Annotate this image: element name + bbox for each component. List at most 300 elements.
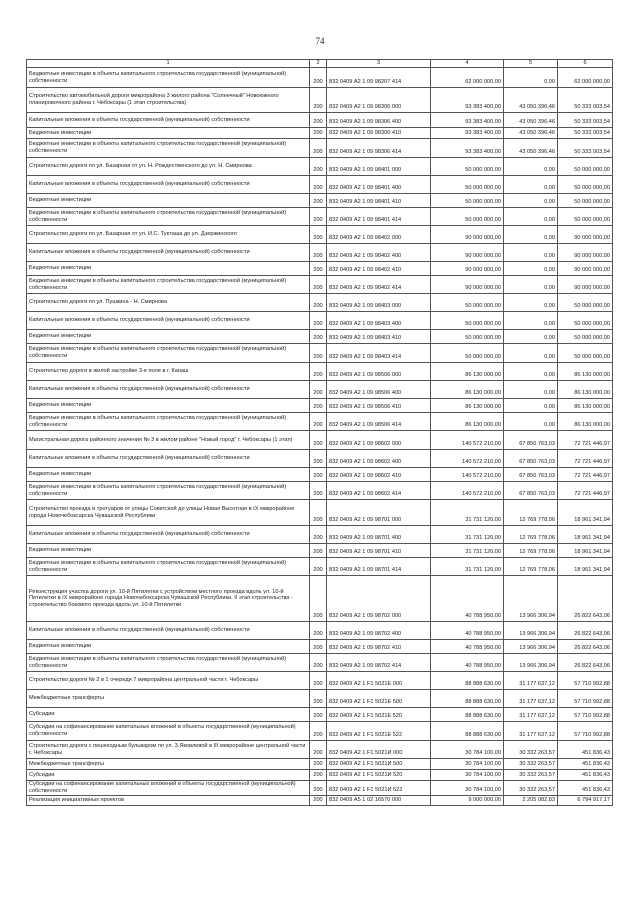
row-planned-amount-cell: 86 130 000,00 [431,363,504,381]
row-classification-code-cell: 832 0409 А2 1 09 98506 400 [327,381,431,399]
row-remaining-amount-cell: 451 836,43 [558,759,613,770]
row-code-cell: 200 [310,708,327,722]
row-remaining-amount-cell: 18 961 341,94 [558,526,613,544]
row-planned-amount-cell: 90 000 000,00 [431,226,504,244]
row-remaining-amount-cell: 72 721 446,97 [558,450,613,468]
row-classification-code-cell: 832 0409 А2 1 09 98702 414 [327,654,431,672]
table-row [27,194,613,208]
row-executed-amount-cell: 0,00 [504,399,558,413]
row-remaining-amount-cell: 451 836,43 [558,741,613,759]
row-remaining-amount-cell: 50 333 003,54 [558,88,613,113]
row-executed-amount-cell: 31 177 637,12 [504,722,558,741]
row-remaining-amount-cell: 26 822 643,06 [558,640,613,654]
table-row [27,450,613,468]
row-classification-code-cell: 832 0409 А2 1 09 98602 414 [327,482,431,500]
table-body [27,68,613,806]
row-name-cell: Капитальные вложения в объекты государственной (муниципальной) собственности [27,244,310,262]
row-executed-amount-cell: 13 966 306,94 [504,654,558,672]
row-name-cell: Бюджетные инвестиции в объекты капитального строительства государственной (муниципальной) собственности [27,482,310,500]
row-name-cell: Реконструкция участка дороги ул. 10-й Пятилетки с устройством местного проезда вдоль ул. 10-й Пятилетки в IX микрорайоне города Новочебоксарска Чувашской Республики. II этап строительства - строительство бокового проезда вдоль ул. 10-й Пятилетки [27,576,310,622]
column-header: 4 [431,60,504,68]
row-classification-code-cell: 832 0409 А2 1 09 98207 414 [327,68,431,88]
row-name-cell: Бюджетные инвестиции в объекты капитального строительства государственной (муниципальной) собственности [27,344,310,363]
row-code-cell: 200 [310,796,327,806]
row-planned-amount-cell: 140 572 210,00 [431,431,504,450]
table-row [27,113,613,128]
row-code-cell: 200 [310,482,327,500]
row-name-cell: Бюджетные инвестиции в объекты капитального строительства государственной (муниципальной) собственности [27,68,310,88]
table-row [27,68,613,88]
row-planned-amount-cell: 88 888 630,00 [431,708,504,722]
table-row [27,672,613,690]
row-code-cell: 200 [310,68,327,88]
row-executed-amount-cell: 43 050 396,46 [504,139,558,158]
row-remaining-amount-cell: 90 000 000,00 [558,276,613,294]
row-executed-amount-cell: 0,00 [504,226,558,244]
table-row [27,482,613,500]
table-row [27,381,613,399]
row-classification-code-cell: 832 0409 А2 1 09 98506 000 [327,363,431,381]
row-executed-amount-cell: 0,00 [504,276,558,294]
row-name-cell: Капитальные вложения в объекты государственной (муниципальной) собственности [27,381,310,399]
row-code-cell: 200 [310,431,327,450]
row-planned-amount-cell: 50 000 000,00 [431,158,504,176]
row-planned-amount-cell: 30 784 100,00 [431,759,504,770]
row-classification-code-cell: 832 0409 А2 1 09 98403 400 [327,312,431,330]
row-classification-code-cell: 832 0409 А2 1 F1 5021E 500 [327,690,431,708]
table-row [27,276,613,294]
table-row [27,468,613,482]
row-executed-amount-cell: 67 850 763,03 [504,431,558,450]
row-code-cell: 200 [310,690,327,708]
row-code-cell: 200 [310,759,327,770]
row-executed-amount-cell: 43 050 396,46 [504,128,558,139]
row-planned-amount-cell: 31 731 120,00 [431,558,504,576]
row-planned-amount-cell: 140 572 210,00 [431,482,504,500]
row-planned-amount-cell: 93 383 400,00 [431,128,504,139]
column-header: 2 [310,60,327,68]
row-executed-amount-cell: 0,00 [504,176,558,194]
row-executed-amount-cell: 0,00 [504,294,558,312]
row-name-cell: Бюджетные инвестиции в объекты капитального строительства государственной (муниципальной) собственности [27,654,310,672]
row-executed-amount-cell: 67 850 763,03 [504,468,558,482]
row-code-cell: 200 [310,654,327,672]
row-planned-amount-cell: 140 572 210,00 [431,450,504,468]
row-code-cell: 200 [310,208,327,226]
row-remaining-amount-cell: 90 000 000,00 [558,262,613,276]
row-executed-amount-cell: 12 769 778,06 [504,544,558,558]
row-name-cell: Строительство дороги по ул. Базарная от ул. И.С. Тукташа до ул. Дзержинского [27,226,310,244]
row-executed-amount-cell: 0,00 [504,244,558,262]
column-header: 3 [327,60,431,68]
row-planned-amount-cell: 140 572 210,00 [431,468,504,482]
row-code-cell: 200 [310,330,327,344]
row-name-cell: Бюджетные инвестиции [27,194,310,208]
row-planned-amount-cell: 50 000 000,00 [431,194,504,208]
row-code-cell: 200 [310,226,327,244]
row-classification-code-cell: 832 0409 А2 1 09 98403 414 [327,344,431,363]
row-classification-code-cell: 832 0409 А2 1 F1 5021E 000 [327,672,431,690]
row-executed-amount-cell: 12 769 778,06 [504,558,558,576]
row-remaining-amount-cell: 26 822 643,06 [558,576,613,622]
row-name-cell: Субсидии [27,770,310,781]
row-classification-code-cell: 832 0409 А2 1 09 98701 000 [327,500,431,526]
row-executed-amount-cell: 12 769 778,06 [504,526,558,544]
row-classification-code-cell: 832 0409 А5 1 02 16570 000 [327,796,431,806]
row-name-cell: Строительство автомобильной дороги микрорайона 3 жилого района "Солнечный" Новоюжного планировочного района г. Чебоксары (1 этап строительства) [27,88,310,113]
row-classification-code-cell: 832 0409 А2 1 09 98306 000 [327,88,431,113]
table-row [27,128,613,139]
row-name-cell: Межбюджетные трансферты [27,759,310,770]
column-header: 1 [27,60,310,68]
row-code-cell: 200 [310,88,327,113]
row-planned-amount-cell: 40 788 950,00 [431,576,504,622]
row-code-cell: 200 [310,622,327,640]
row-code-cell: 200 [310,672,327,690]
row-executed-amount-cell: 0,00 [504,330,558,344]
table-row [27,722,613,741]
table-row [27,759,613,770]
row-code-cell: 200 [310,399,327,413]
row-classification-code-cell: 832 0409 А2 1 09 98702 410 [327,640,431,654]
row-name-cell: Бюджетные инвестиции в объекты капитального строительства государственной (муниципальной) собственности [27,208,310,226]
row-code-cell: 200 [310,276,327,294]
table-row [27,558,613,576]
row-code-cell: 200 [310,139,327,158]
row-name-cell: Бюджетные инвестиции в объекты капитального строительства государственной (муниципальной) собственности [27,276,310,294]
row-name-cell: Магистральная дорога районного значения № 3 в жилом районе "Новый город" г. Чебоксары (1 этап) [27,431,310,450]
row-classification-code-cell: 832 0409 А2 1 09 98701 400 [327,526,431,544]
row-planned-amount-cell: 88 888 630,00 [431,690,504,708]
row-code-cell: 200 [310,468,327,482]
row-name-cell: Межбюджетные трансферты [27,690,310,708]
row-name-cell: Бюджетные инвестиции [27,399,310,413]
row-remaining-amount-cell: 50 000 000,00 [558,158,613,176]
row-executed-amount-cell: 13 966 306,94 [504,622,558,640]
row-classification-code-cell: 832 0409 А2 1 09 98702 400 [327,622,431,640]
row-name-cell: Строительство дороги в жилой застройке 3-е поле в г. Канаш [27,363,310,381]
table-row [27,796,613,806]
row-code-cell: 200 [310,113,327,128]
table-row [27,244,613,262]
row-classification-code-cell: 832 0409 А2 1 09 98401 400 [327,176,431,194]
row-executed-amount-cell: 30 332 263,57 [504,781,558,796]
table-row [27,690,613,708]
table-row [27,312,613,330]
row-remaining-amount-cell: 50 000 000,00 [558,176,613,194]
row-remaining-amount-cell: 18 961 341,94 [558,500,613,526]
row-planned-amount-cell: 50 000 000,00 [431,176,504,194]
row-planned-amount-cell: 62 000 000,00 [431,68,504,88]
row-remaining-amount-cell: 50 333 003,54 [558,113,613,128]
table-row [27,544,613,558]
row-name-cell: Бюджетные инвестиции [27,128,310,139]
table-row [27,262,613,276]
row-classification-code-cell: 832 0409 А2 1 09 98402 400 [327,244,431,262]
column-number-row [27,60,613,68]
row-executed-amount-cell: 0,00 [504,262,558,276]
row-code-cell: 200 [310,558,327,576]
row-classification-code-cell: 832 0409 А2 1 09 98401 414 [327,208,431,226]
row-name-cell: Строительство дороги по ул. Базарная от ул. Н. Рождественского до ул. Н. Смирнова [27,158,310,176]
table-row [27,226,613,244]
row-remaining-amount-cell: 50 333 003,54 [558,139,613,158]
row-remaining-amount-cell: 57 710 992,88 [558,708,613,722]
row-planned-amount-cell: 31 731 120,00 [431,500,504,526]
row-classification-code-cell: 832 0409 А2 1 F1 5021И 000 [327,741,431,759]
page-number: 74 [315,36,325,46]
row-remaining-amount-cell: 50 333 003,54 [558,128,613,139]
row-code-cell: 200 [310,576,327,622]
row-name-cell: Капитальные вложения в объекты государственной (муниципальной) собственности [27,176,310,194]
row-code-cell: 200 [310,244,327,262]
row-code-cell: 200 [310,312,327,330]
row-classification-code-cell: 832 0409 А2 1 F1 5021E 520 [327,708,431,722]
table-row [27,741,613,759]
table-row [27,344,613,363]
row-classification-code-cell: 832 0409 А2 1 09 98602 410 [327,468,431,482]
row-planned-amount-cell: 93 383 400,00 [431,139,504,158]
table-row [27,431,613,450]
row-remaining-amount-cell: 50 000 000,00 [558,208,613,226]
row-remaining-amount-cell: 50 000 000,00 [558,312,613,330]
row-planned-amount-cell: 88 888 630,00 [431,672,504,690]
table-row [27,363,613,381]
row-name-cell: Реализация инициативных проектов [27,796,310,806]
row-classification-code-cell: 832 0409 А2 1 09 98306 410 [327,128,431,139]
row-classification-code-cell: 832 0409 А2 1 09 98306 400 [327,113,431,128]
row-name-cell: Капитальные вложения в объекты государственной (муниципальной) собственности [27,450,310,468]
table-row [27,330,613,344]
row-code-cell: 200 [310,781,327,796]
row-planned-amount-cell: 30 784 100,00 [431,781,504,796]
row-planned-amount-cell: 88 888 630,00 [431,722,504,741]
row-code-cell: 200 [310,450,327,468]
row-classification-code-cell: 832 0409 А2 1 09 98402 410 [327,262,431,276]
row-name-cell: Капитальные вложения в объекты государственной (муниципальной) собственности [27,526,310,544]
row-name-cell: Субсидии на софинансирование капитальных вложений в объекты государственной (муниципальной) собственности [27,722,310,741]
row-classification-code-cell: 832 0409 А2 1 09 98701 414 [327,558,431,576]
row-remaining-amount-cell: 26 822 643,06 [558,654,613,672]
table-row [27,399,613,413]
row-planned-amount-cell: 93 383 400,00 [431,113,504,128]
row-executed-amount-cell: 67 850 763,03 [504,450,558,468]
table-row [27,139,613,158]
row-name-cell: Бюджетные инвестиции в объекты капитального строительства государственной (муниципальной) собственности [27,413,310,431]
row-classification-code-cell: 832 0409 А2 1 09 98701 410 [327,544,431,558]
row-executed-amount-cell: 12 769 778,06 [504,500,558,526]
row-executed-amount-cell: 0,00 [504,208,558,226]
row-executed-amount-cell: 31 177 637,12 [504,690,558,708]
row-code-cell: 200 [310,344,327,363]
row-code-cell: 200 [310,544,327,558]
budget-execution-table [26,59,613,806]
row-remaining-amount-cell: 72 721 446,97 [558,431,613,450]
row-name-cell: Капитальные вложения в объекты государственной (муниципальной) собственности [27,312,310,330]
row-code-cell: 200 [310,722,327,741]
row-classification-code-cell: 832 0409 А2 1 09 98401 000 [327,158,431,176]
row-planned-amount-cell: 30 784 100,00 [431,770,504,781]
row-name-cell: Бюджетные инвестиции в объекты капитального строительства государственной (муниципальной) собственности [27,139,310,158]
row-code-cell: 200 [310,500,327,526]
row-name-cell: Строительство дороги № 2 в 1 очереди 7 микрорайона центральной части г. Чебоксары [27,672,310,690]
row-planned-amount-cell: 86 130 000,00 [431,413,504,431]
row-code-cell: 200 [310,294,327,312]
row-name-cell: Бюджетные инвестиции [27,262,310,276]
row-remaining-amount-cell: 451 836,43 [558,770,613,781]
row-code-cell: 200 [310,413,327,431]
row-planned-amount-cell: 86 130 000,00 [431,381,504,399]
row-name-cell: Субсидии [27,708,310,722]
row-executed-amount-cell: 13 966 306,94 [504,640,558,654]
row-planned-amount-cell: 40 788 950,00 [431,640,504,654]
row-executed-amount-cell: 43 050 396,46 [504,113,558,128]
row-classification-code-cell: 832 0409 А2 1 09 98403 000 [327,294,431,312]
row-classification-code-cell: 832 0409 А2 1 09 98306 414 [327,139,431,158]
row-name-cell: Строительство дороги по ул. Пушкина - Н. Смирнова [27,294,310,312]
row-remaining-amount-cell: 72 721 446,97 [558,468,613,482]
row-planned-amount-cell: 50 000 000,00 [431,208,504,226]
table-row [27,640,613,654]
row-classification-code-cell: 832 0409 А2 1 09 98506 410 [327,399,431,413]
row-remaining-amount-cell: 50 000 000,00 [558,344,613,363]
row-remaining-amount-cell: 86 130 000,00 [558,413,613,431]
table-row [27,654,613,672]
row-executed-amount-cell: 0,00 [504,413,558,431]
row-planned-amount-cell: 50 000 000,00 [431,312,504,330]
row-executed-amount-cell: 30 332 263,57 [504,759,558,770]
row-name-cell: Бюджетные инвестиции [27,544,310,558]
row-remaining-amount-cell: 86 130 000,00 [558,363,613,381]
row-remaining-amount-cell: 451 836,43 [558,781,613,796]
row-name-cell: Капитальные вложения в объекты государственной (муниципальной) собственности [27,622,310,640]
row-remaining-amount-cell: 50 000 000,00 [558,194,613,208]
row-classification-code-cell: 832 0409 А2 1 F1 5021И 520 [327,770,431,781]
row-classification-code-cell: 832 0409 А2 1 09 98602 400 [327,450,431,468]
row-code-cell: 200 [310,381,327,399]
row-remaining-amount-cell: 62 000 000,00 [558,68,613,88]
row-executed-amount-cell: 43 050 396,46 [504,88,558,113]
table-row [27,208,613,226]
row-name-cell: Бюджетные инвестиции [27,468,310,482]
row-planned-amount-cell: 90 000 000,00 [431,276,504,294]
table-row [27,294,613,312]
row-planned-amount-cell: 90 000 000,00 [431,262,504,276]
row-planned-amount-cell: 9 000 000,00 [431,796,504,806]
row-executed-amount-cell: 0,00 [504,381,558,399]
table-row [27,770,613,781]
table-row [27,576,613,622]
row-code-cell: 200 [310,158,327,176]
row-code-cell: 200 [310,770,327,781]
row-executed-amount-cell: 13 966 306,94 [504,576,558,622]
row-code-cell: 200 [310,262,327,276]
row-executed-amount-cell: 0,00 [504,344,558,363]
table-row [27,708,613,722]
row-executed-amount-cell: 31 177 637,12 [504,708,558,722]
row-executed-amount-cell: 2 205 082,83 [504,796,558,806]
row-planned-amount-cell: 31 731 120,00 [431,544,504,558]
row-code-cell: 200 [310,640,327,654]
row-remaining-amount-cell: 57 710 992,88 [558,722,613,741]
row-executed-amount-cell: 67 850 763,03 [504,482,558,500]
row-code-cell: 200 [310,176,327,194]
row-name-cell: Субсидии на софинансирование капитальных вложений в объекты государственной (муниципальной) собственности [27,781,310,796]
row-planned-amount-cell: 50 000 000,00 [431,330,504,344]
table-row [27,781,613,796]
row-classification-code-cell: 832 0409 А2 1 F1 5021И 522 [327,781,431,796]
row-remaining-amount-cell: 86 130 000,00 [558,399,613,413]
row-classification-code-cell: 832 0409 А2 1 09 98402 000 [327,226,431,244]
row-remaining-amount-cell: 72 721 446,97 [558,482,613,500]
row-executed-amount-cell: 0,00 [504,194,558,208]
column-header: 6 [558,60,613,68]
row-classification-code-cell: 832 0409 А2 1 09 98602 000 [327,431,431,450]
row-planned-amount-cell: 30 784 100,00 [431,741,504,759]
row-executed-amount-cell: 30 332 263,57 [504,770,558,781]
row-remaining-amount-cell: 50 000 000,00 [558,294,613,312]
table-row [27,158,613,176]
row-planned-amount-cell: 40 788 950,00 [431,622,504,640]
row-name-cell: Бюджетные инвестиции [27,640,310,654]
row-executed-amount-cell: 31 177 637,12 [504,672,558,690]
row-remaining-amount-cell: 90 000 000,00 [558,226,613,244]
row-remaining-amount-cell: 50 000 000,00 [558,330,613,344]
row-classification-code-cell: 832 0409 А2 1 09 98401 410 [327,194,431,208]
table-row [27,88,613,113]
row-classification-code-cell: 832 0409 А2 1 F1 5021И 500 [327,759,431,770]
row-executed-amount-cell: 0,00 [504,68,558,88]
row-remaining-amount-cell: 57 710 992,88 [558,690,613,708]
row-planned-amount-cell: 31 731 120,00 [431,526,504,544]
row-name-cell: Капитальные вложения в объекты государственной (муниципальной) собственности [27,113,310,128]
table-row [27,500,613,526]
row-name-cell: Бюджетные инвестиции [27,330,310,344]
row-code-cell: 200 [310,194,327,208]
row-remaining-amount-cell: 26 822 643,06 [558,622,613,640]
column-header: 5 [504,60,558,68]
row-classification-code-cell: 832 0409 А2 1 F1 5021E 522 [327,722,431,741]
row-executed-amount-cell: 0,00 [504,363,558,381]
row-code-cell: 200 [310,741,327,759]
table-row [27,413,613,431]
row-remaining-amount-cell: 18 961 341,94 [558,558,613,576]
row-code-cell: 200 [310,128,327,139]
row-name-cell: Бюджетные инвестиции в объекты капитального строительства государственной (муниципальной) собственности [27,558,310,576]
row-planned-amount-cell: 50 000 000,00 [431,294,504,312]
table-row [27,526,613,544]
row-executed-amount-cell: 0,00 [504,158,558,176]
row-remaining-amount-cell: 6 794 917,17 [558,796,613,806]
row-executed-amount-cell: 30 332 263,57 [504,741,558,759]
row-planned-amount-cell: 50 000 000,00 [431,344,504,363]
row-name-cell: Строительство дороги с пешеходным бульваром по ул. З.Яковлевой в III микрорайоне центральной части г. Чебоксары [27,741,310,759]
row-remaining-amount-cell: 90 000 000,00 [558,244,613,262]
row-classification-code-cell: 832 0409 А2 1 09 98403 410 [327,330,431,344]
row-planned-amount-cell: 86 130 000,00 [431,399,504,413]
row-planned-amount-cell: 40 788 950,00 [431,654,504,672]
row-classification-code-cell: 832 0409 А2 1 09 98402 414 [327,276,431,294]
row-classification-code-cell: 832 0409 А2 1 09 98702 000 [327,576,431,622]
table-row [27,176,613,194]
row-planned-amount-cell: 90 000 000,00 [431,244,504,262]
row-classification-code-cell: 832 0409 А2 1 09 98506 414 [327,413,431,431]
row-remaining-amount-cell: 86 130 000,00 [558,381,613,399]
row-remaining-amount-cell: 18 961 341,94 [558,544,613,558]
row-name-cell: Строительство проезда и тротуаров от улицы Советской до улицы Новая Высотная в IX микрорайоне города Новочебоксарска Чувашской Республики [27,500,310,526]
table-row [27,622,613,640]
row-executed-amount-cell: 0,00 [504,312,558,330]
